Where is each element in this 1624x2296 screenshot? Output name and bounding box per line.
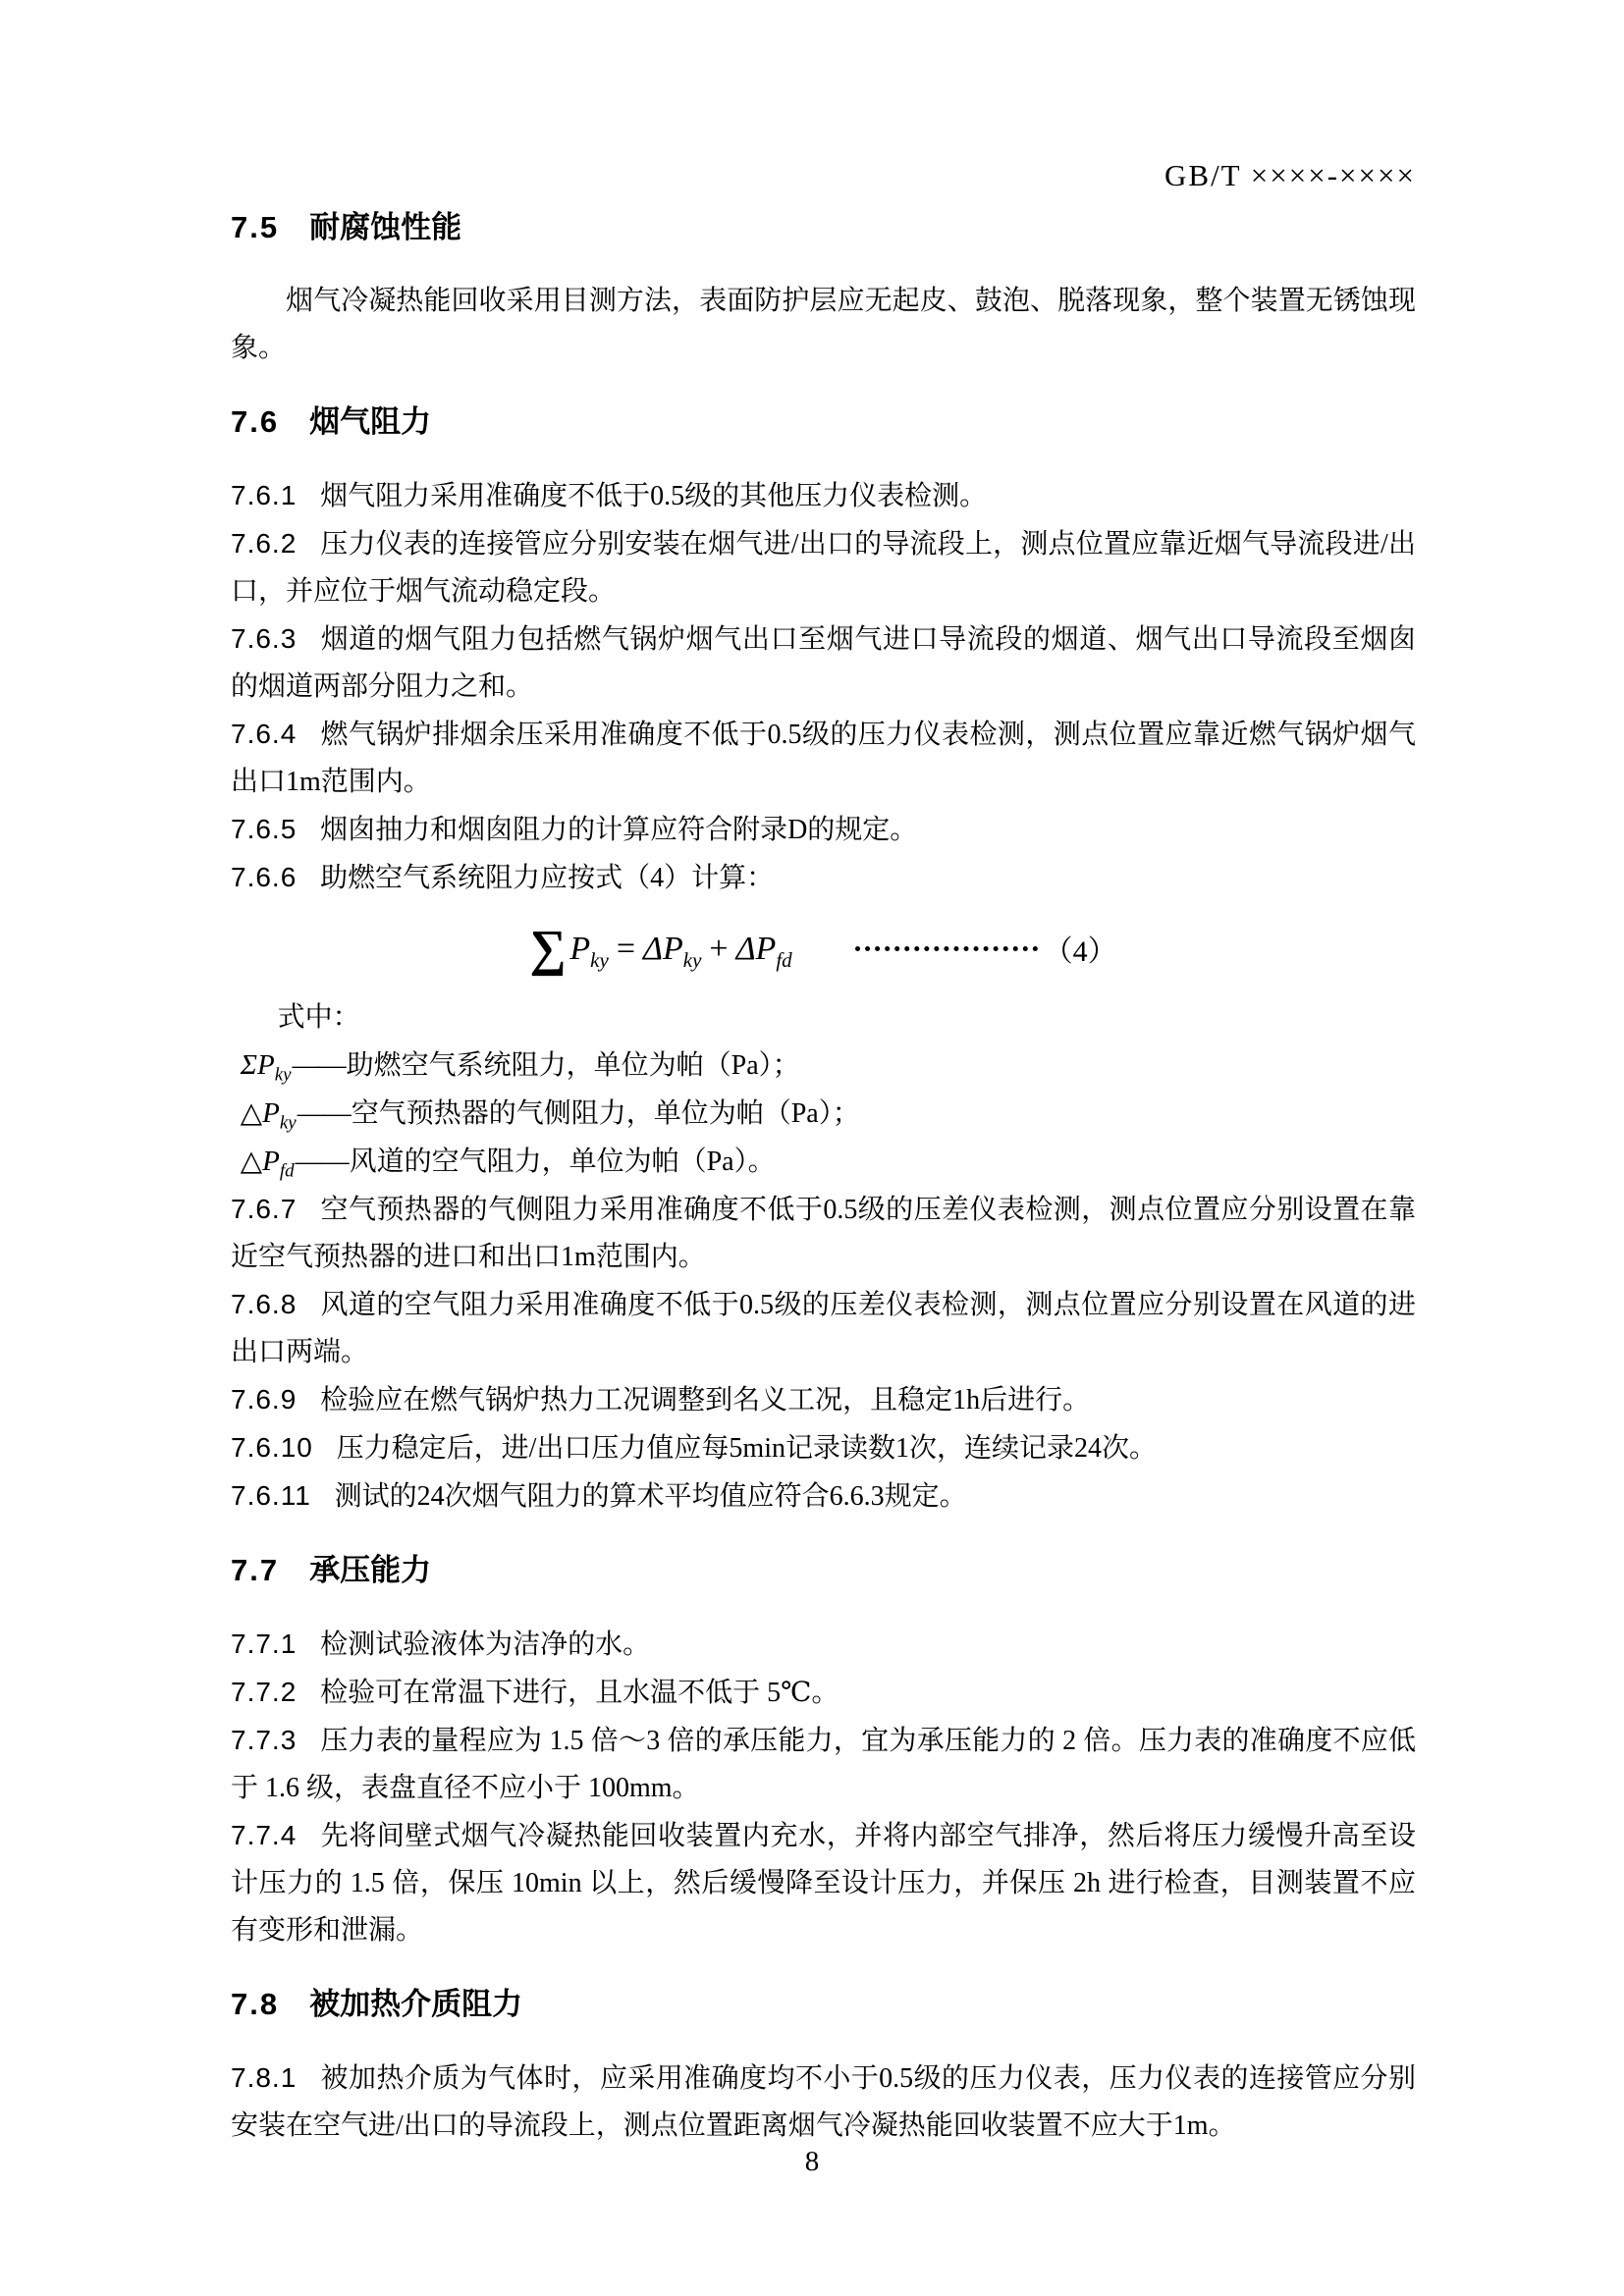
clause-number: 7.7.3 (231, 1725, 298, 1755)
clause-7-8-1 (231, 2055, 1416, 2150)
clause-text: 压力稳定后，进/出口压力值应每5min记录读数1次，连续记录24次。 (336, 1433, 1157, 1464)
clause-number: 7.6.7 (231, 1194, 298, 1224)
section-heading-7-7 (231, 1547, 1416, 1594)
clause-7-6-10 (231, 1424, 1416, 1472)
symbol-description: 空气预热器的气侧阻力，单位为帕（Pa）； (351, 1098, 860, 1129)
clause-7-6-1 (231, 472, 1416, 520)
clause-number: 7.8.1 (231, 2062, 298, 2093)
clause-7-6-6 (231, 854, 1416, 902)
clause-number: 7.6.4 (231, 719, 298, 749)
clause-7-7-3 (231, 1717, 1416, 1812)
clause-number: 7.6.2 (231, 528, 298, 559)
clause-number: 7.6.6 (231, 862, 298, 892)
term-p-ky: P (569, 930, 591, 967)
section-title: 耐腐蚀性能 (309, 210, 462, 244)
equals-sign: = (616, 930, 636, 967)
section-title: 烟气阻力 (309, 404, 432, 439)
clause-7-6-11 (231, 1472, 1416, 1521)
em-dash: —— (295, 1147, 349, 1177)
subscript-ky: ky (682, 947, 702, 972)
clause-text: 烟道的烟气阻力包括燃气锅炉烟气出口至烟气进口导流段的烟道、烟气出口导流段至烟囱的烟道两部分阻力之和。 (231, 624, 1416, 702)
symbol-subscript: fd (279, 1160, 295, 1182)
clause-text: 检验应在燃气锅炉热力工况调整到名义工况，且稳定1h后进行。 (320, 1385, 1091, 1415)
summation-symbol: ∑ (529, 920, 567, 977)
term-delta-p-ky: ΔP (643, 930, 683, 967)
equation-number: （4） (1043, 935, 1117, 968)
symbol-def-delta-p-fd (231, 1138, 1416, 1186)
where-label: 式中： (277, 1002, 360, 1033)
clause-text: 检测试验液体为洁净的水。 (320, 1629, 651, 1660)
clause-number: 7.6.9 (231, 1384, 298, 1415)
clause-7-6-7 (231, 1186, 1416, 1281)
section-number: 7.8 (231, 1987, 280, 2021)
symbol-description: 助燃空气系统阻力，单位为帕（Pa）； (346, 1050, 800, 1081)
clause-7-6-8 (231, 1281, 1416, 1376)
clause-text: 检验可在常温下进行，且水温不低于 5℃。 (320, 1678, 839, 1708)
section-heading-7-8 (231, 1981, 1416, 2028)
clause-text: 压力表的量程应为 1.5 倍～3 倍的承压能力，宜为承压能力的 2 倍。压力表的准确度不应低于 1.6 级，表盘直径不应小于 100mm。 (231, 1726, 1416, 1803)
paragraph-corrosion: 烟气冷凝热能回收采用目测方法，表面防护层应无起皮、鼓泡、脱落现象，整个装置无锈蚀现象。 (231, 286, 1416, 363)
section-number: 7.6 (231, 404, 280, 439)
equation-4-math (529, 920, 791, 978)
symbol-description: 风道的空气阻力，单位为帕（Pa）。 (349, 1147, 776, 1177)
symbol-def-sum-p-ky (231, 1041, 1416, 1090)
clause-7-6-3 (231, 615, 1416, 711)
clause-number: 7.7.1 (231, 1629, 298, 1659)
section-title: 被加热介质阻力 (309, 1987, 523, 2021)
clause-number: 7.7.2 (231, 1677, 298, 1707)
em-dash: —— (297, 1098, 351, 1129)
plus-sign: + (709, 930, 729, 967)
symbol-subscript: ky (274, 1064, 292, 1086)
clause-text: 助燃空气系统阻力应按式（4）计算： (320, 863, 775, 893)
symbol: △P (240, 1097, 280, 1129)
clause-7-7-4 (231, 1812, 1416, 1954)
clause-text: 被加热介质为气体时，应采用准确度均不小于0.5级的压力仪表，压力仪表的连接管应分别安装在空气进/出口的导流段上，测点位置距离烟气冷凝热能回收装置不应大于1m。 (231, 2063, 1416, 2141)
equation-4 (231, 917, 1416, 980)
clause-text: 压力仪表的连接管应分别安装在烟气进/出口的导流段上，测点位置应靠近烟气导流段进/出口，并应位于烟气流动稳定段。 (231, 529, 1416, 607)
clause-text: 烟气阻力采用准确度不低于0.5级的其他压力仪表检测。 (320, 481, 988, 511)
clause-7-6-2 (231, 520, 1416, 615)
running-header: GB/T ××××-×××× (1164, 158, 1416, 192)
subscript-ky: ky (590, 947, 609, 972)
clause-number: 7.6.5 (231, 814, 298, 844)
subscript-fd: fd (776, 947, 792, 972)
clause-7-7-2 (231, 1669, 1416, 1717)
clause-text: 空气预热器的气侧阻力采用准确度不低于0.5级的压差仪表检测，测点位置应分别设置在靠近空气预热器的进口和出口1m范围内。 (231, 1195, 1416, 1272)
section-heading-7-6 (231, 399, 1416, 446)
clause-text: 风道的空气阻力采用准确度不低于0.5级的压差仪表检测，测点位置应分别设置在风道的进出口两端。 (231, 1290, 1416, 1367)
clause-text: 燃气锅炉排烟余压采用准确度不低于0.5级的压力仪表检测，测点位置应靠近燃气锅炉烟气出口1m范围内。 (231, 720, 1416, 797)
clause-number: 7.6.1 (231, 480, 298, 510)
clause-number: 7.6.10 (231, 1432, 313, 1463)
clause-text: 先将间壁式烟气冷凝热能回收装置内充水，并将内部空气排净，然后将压力缓慢升高至设计压力的 1.5 倍，保压 10min 以上，然后缓慢降至设计压力，并保压 2h 进行检查，目测装置不应有变形和泄漏。 (231, 1821, 1416, 1946)
section-heading-7-5 (231, 204, 1416, 251)
clause-number: 7.7.4 (231, 1820, 298, 1850)
clause-text: 烟囱抽力和烟囱阻力的计算应符合附录D的规定。 (320, 815, 918, 845)
clause-number: 7.6.3 (231, 623, 298, 654)
symbol: ΣP (240, 1049, 275, 1081)
clause-number: 7.6.11 (231, 1480, 311, 1511)
section-number: 7.5 (231, 210, 280, 244)
clause-7-6-4 (231, 711, 1416, 806)
symbol-def-delta-p-ky (231, 1090, 1416, 1138)
clause-number: 7.6.8 (231, 1289, 298, 1319)
section-title: 承压能力 (309, 1553, 432, 1587)
formula-dots-leader (855, 946, 1038, 951)
symbol-subscript: ky (279, 1112, 297, 1134)
section-number: 7.7 (231, 1553, 280, 1587)
symbol: △P (240, 1146, 280, 1177)
clause-text: 测试的24次烟气阻力的算术平均值应符合6.6.3规定。 (334, 1481, 967, 1512)
page-number: 8 (804, 2146, 820, 2177)
clause-7-6-5 (231, 806, 1416, 854)
clause-7-7-1 (231, 1621, 1416, 1669)
clause-7-6-9 (231, 1376, 1416, 1424)
term-delta-p-fd: ΔP (735, 930, 777, 967)
em-dash: —— (292, 1050, 346, 1081)
